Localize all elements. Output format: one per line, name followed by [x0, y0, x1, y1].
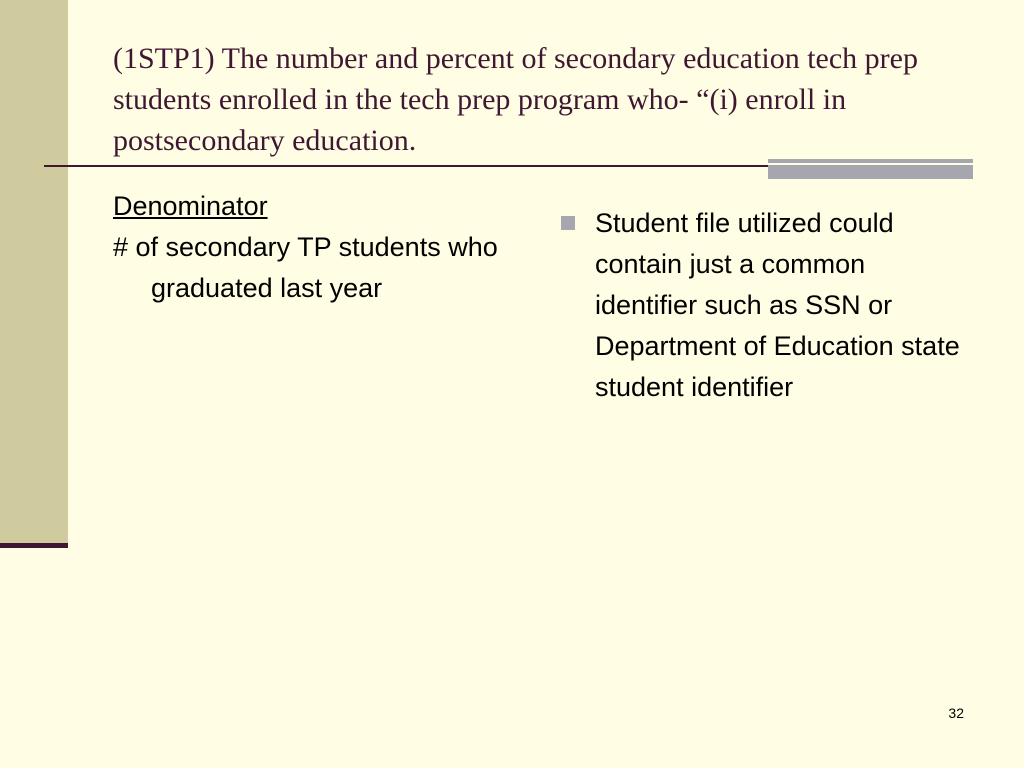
denominator-heading: Denominator [113, 191, 268, 221]
square-bullet-icon [561, 216, 575, 230]
denominator-description: # of secondary TP students who graduated last year [113, 232, 498, 303]
accent-stripe-top [768, 159, 973, 163]
side-band [0, 0, 68, 543]
accent-stripe-bottom [768, 165, 973, 179]
bullet-text: Student file utilized could contain just a common identifier such as SSN or Department of Education state student identifier [595, 208, 960, 402]
right-column [559, 203, 979, 408]
left-column [113, 187, 533, 309]
page-number: 32 [948, 705, 964, 721]
accent-bar [768, 159, 973, 179]
bullet-item [559, 203, 979, 408]
side-band-edge [0, 543, 68, 548]
slide-title: (1STP1) The number and percent of secondary education tech prep students enrolled in the tech prep program who- “(i) enroll in postsecondary education. [113, 42, 918, 157]
